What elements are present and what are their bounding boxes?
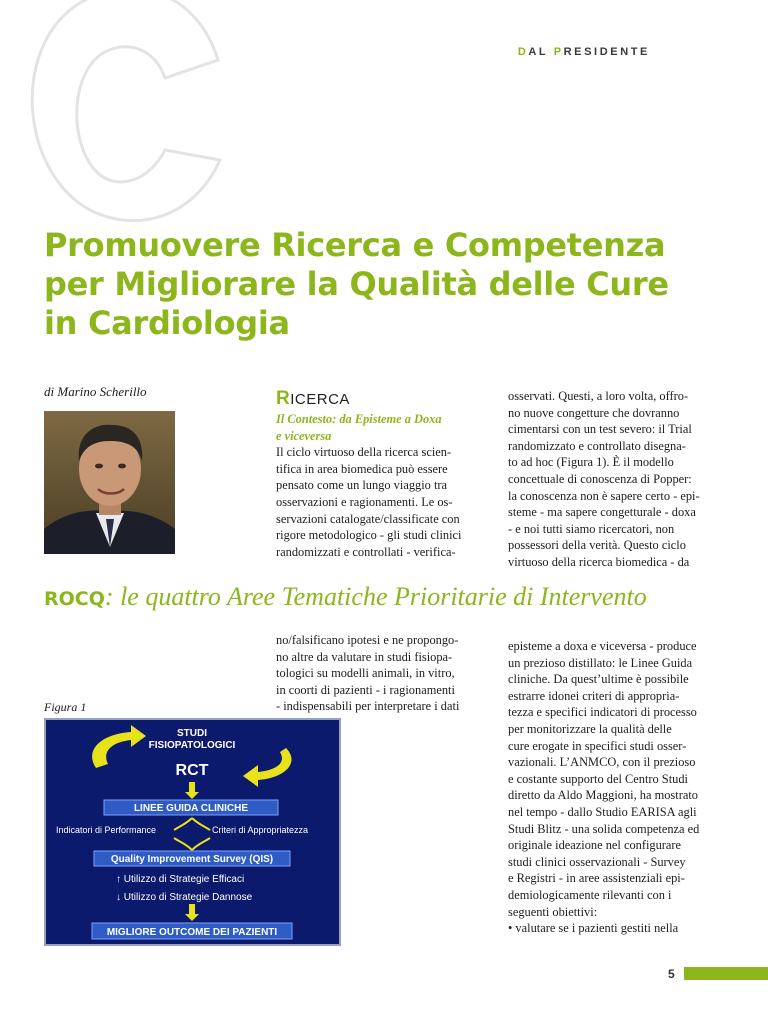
- decorative-letter-c: [0, 0, 230, 230]
- paragraph-line: e Registri - in aree assistenziali epi-: [508, 871, 685, 886]
- paragraph-line: cliniche. Da quest’ultime è possibile: [508, 672, 689, 687]
- paragraph-line: Il ciclo virtuoso della ricerca scien-: [276, 445, 452, 460]
- paragraph-line: cimentarsi con un test severo: il Trial: [508, 422, 692, 437]
- paragraph-line: • valutare se i pazienti gestiti nella: [508, 921, 679, 936]
- page-bar: [684, 967, 768, 980]
- paragraph-line: servazioni catalogate/classificate con: [276, 511, 460, 526]
- text-column-2-top: [276, 390, 461, 560]
- paragraph-line: osservazioni e ragionamenti. Le os-: [276, 494, 453, 509]
- rocq-heading: ROCQ: le quattro Aree Tematiche Prioritarie di Intervento: [44, 582, 647, 611]
- fig-dannose: ↓ Utilizzo di Strategie Dannose: [116, 892, 253, 903]
- paragraph-line: diretto da Aldo Maggioni, ha mostrato: [508, 788, 698, 803]
- paragraph-line: demiologicamente rilevanti con i: [508, 887, 672, 902]
- text-column-3-top: [508, 388, 700, 571]
- fig-linee-guida: LINEE GUIDA CLINICHE: [133, 803, 249, 814]
- paragraph-line: seguenti obiettivi:: [508, 904, 598, 919]
- title-line: per Migliorare la Qualità delle Cure: [44, 265, 669, 303]
- fig-studi-2: FISIOPATOLOGICI: [148, 740, 236, 751]
- paragraph-line: estrarre idonei criteri di appropria-: [508, 688, 680, 703]
- paragraph-line: nel tempo - dallo Studio EARISA agli: [508, 804, 697, 819]
- paragraph-line: la conoscenza non è sapere certo - epi-: [508, 488, 700, 503]
- paragraph-line: in coorti di pazienti - i ragionamenti: [276, 682, 455, 697]
- paragraph-line: tifica in area biomedica può essere: [276, 461, 448, 476]
- text-column-3-bottom: [508, 638, 699, 937]
- paragraph-line: episteme a doxa e viceversa - produce: [508, 639, 697, 653]
- text-column-2-bottom: [276, 632, 459, 715]
- figure-label: Figura 1: [44, 700, 87, 714]
- figure-1-diagram: [44, 718, 341, 946]
- paragraph-line: no altre da valutare in studi fisiopa-: [276, 649, 453, 664]
- author-photo: [44, 411, 175, 554]
- page-number: 5: [668, 967, 675, 981]
- title-line: Promuovere Ricerca e Competenza: [44, 226, 666, 264]
- paragraph-line: virtuoso della ricerca biomedica - da: [508, 554, 690, 569]
- paragraph-line: steme - ma sapere congetturale - doxa: [508, 505, 696, 520]
- paragraph-line: to ad hoc (Figura 1). È il modello: [508, 455, 674, 470]
- section-header: DAL PRESIDENTE: [517, 46, 650, 58]
- paragraph-line: per monitorizzare la qualità delle: [508, 721, 672, 736]
- fig-outcome: MIGLIORE OUTCOME DEI PAZIENTI: [106, 927, 278, 938]
- paragraph-line: rigore metodologico - gli studi clinici: [276, 528, 462, 543]
- paragraph-line: Studi Blitz - una solida competenza ed: [508, 821, 700, 836]
- title-line: in Cardiologia: [44, 304, 290, 342]
- paragraph-line: - e noi tutti siamo ricercatori, non: [508, 521, 675, 536]
- paragraph-line: studi clinici osservazionali - Survey: [508, 854, 686, 869]
- paragraph-line: randomizzato e controllato disegna-: [508, 438, 686, 453]
- section-subtitle: Il Contesto: da Episteme a Doxa e viceversa: [276, 412, 442, 443]
- paragraph-line: randomizzati e controllati - verifica-: [276, 544, 456, 559]
- paragraph-line: concettuale di conoscenza di Popper:: [508, 471, 692, 486]
- byline: di Marino Scherillo: [44, 384, 147, 399]
- fig-studi-1: STUDI: [177, 728, 207, 739]
- paragraph-line: - indispensabili per interpretare i dati: [276, 699, 460, 714]
- paragraph-line: tologici su modelli animali, in vitro,: [276, 666, 455, 681]
- section-heading: RICERCA: [276, 388, 350, 409]
- fig-efficaci: ↑ Utilizzo di Strategie Efficaci: [116, 874, 245, 885]
- paragraph-line: un prezioso distillato: le Linee Guida: [508, 655, 693, 670]
- paragraph-line: no/falsificano ipotesi e ne propongo-: [276, 633, 459, 647]
- paragraph-line: originale ideazione nel configurare: [508, 838, 682, 853]
- paragraph-line: e costante supporto del Centro Studi: [508, 771, 688, 786]
- article-title: [44, 226, 744, 343]
- paragraph-line: tezza e specifici indicatori di processo: [508, 705, 697, 720]
- fig-qis: Quality Improvement Survey (QIS): [110, 854, 274, 865]
- paragraph-line: osservati. Questi, a loro volta, offro-: [508, 389, 689, 403]
- fig-criteri: Criteri di Appropriatezza: [212, 825, 309, 835]
- paragraph-line: possessori della verità. Questo ciclo: [508, 538, 686, 553]
- paragraph-line: vazionali. L’ANMCO, con il prezioso: [508, 755, 696, 770]
- paragraph-line: pensato come un lungo viaggio tra: [276, 478, 448, 493]
- paragraph-line: no nuove congetture che dovranno: [508, 405, 680, 420]
- fig-rct: RCT: [175, 762, 209, 779]
- fig-indicatori: Indicatori di Performance: [56, 825, 157, 835]
- paragraph-line: cure erogate in specifici studi osser-: [508, 738, 687, 753]
